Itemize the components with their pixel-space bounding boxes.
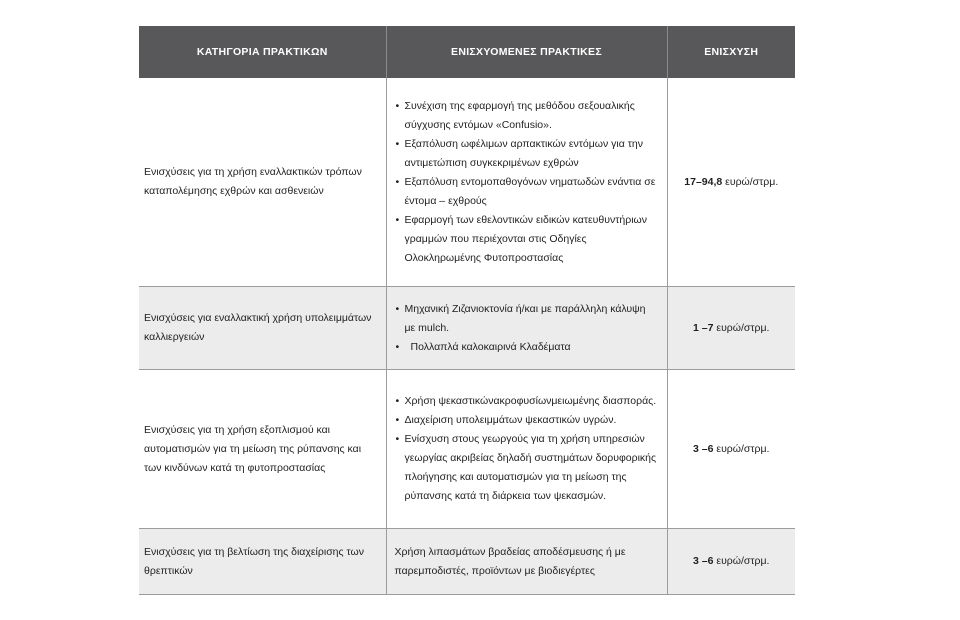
- category-cell: Ενισχύσεις για τη χρήση εξοπλισμού και αυτοματισμών για τη μείωση της ρύπανσης και των κινδύνων κατά τη φυτοπροστασίας: [139, 370, 386, 529]
- support-amount-value: 1 –7: [693, 321, 714, 334]
- table-row: [139, 370, 795, 529]
- support-amount-cell: [667, 529, 795, 595]
- support-amount-unit: ευρώ/στρμ.: [722, 175, 779, 188]
- header-category: ΚΑΤΗΓΟΡΙΑ ΠΡΑΚΤΙΚΩΝ: [139, 26, 386, 78]
- practice-item: • Πολλαπλά καλοκαιρινά Κλαδέματα: [395, 338, 659, 357]
- support-amount-value: 3 –6: [693, 555, 714, 567]
- practice-item: • Συνέχιση της εφαρμογή της μεθόδου σεξουαλικής σύγχυσης εντόμων «Confusio».: [395, 97, 659, 135]
- table-row: [139, 287, 795, 370]
- support-amount-cell: [667, 370, 795, 529]
- table-row: [139, 529, 795, 595]
- practice-item: • Ενίσχυση στους γεωργούς για τη χρήση υπηρεσιών γεωργίας ακριβείας δηλαδή συστημάτων δορυφορικής πλοήγησης και αυτοματισμών για τη μείωση της ρύπανσης κατά τη διάρκεια των ψεκασμών.: [395, 430, 659, 506]
- practice-item: • Εξαπόλυση εντομοπαθογόνων νηματωδών ενάντια σε έντομα – εχθρούς: [395, 173, 659, 211]
- category-cell: Ενισχύσεις για τη βελτίωση της διαχείρισης των θρεπτικών: [139, 529, 386, 595]
- support-amount-cell: [667, 78, 795, 287]
- practice-item: • Εξαπόλυση ωφέλιμων αρπακτικών εντόμων για την αντιμετώπιση συγκεκριμένων εχθρών: [395, 135, 659, 173]
- practices-cell: Χρήση λιπασμάτων βραδείας αποδέσμευσης ή με παρεμποδιστές, προϊόντων με βιοδιεγέρτες: [386, 529, 667, 595]
- support-measures-table: [139, 26, 795, 595]
- practices-cell: [386, 78, 667, 287]
- practices-cell: [386, 370, 667, 529]
- header-support: ΕΝΙΣΧΥΣΗ: [667, 26, 795, 78]
- support-amount-cell: [667, 287, 795, 370]
- category-cell: Ενισχύσεις για εναλλακτική χρήση υπολειμμάτων καλλιεργειών: [139, 287, 386, 370]
- practice-item: • Μηχανική Ζιζανιοκτονία ή/και με παράλληλη κάλυψη με mulch.: [395, 300, 659, 338]
- support-amount-value: 17–94,8: [684, 175, 723, 188]
- support-amount-value: 3 –6: [693, 442, 714, 455]
- header-row: [139, 26, 795, 78]
- header-practices: ΕΝΙΣΧΥΟΜΕΝΕΣ ΠΡΑΚΤΙΚΕΣ: [386, 26, 667, 78]
- support-amount-unit: ευρώ/στρμ.: [713, 555, 770, 567]
- table-row: [139, 78, 795, 287]
- support-amount-unit: ευρώ/στρμ.: [713, 321, 770, 334]
- practices-cell: [386, 287, 667, 370]
- practices-list: [395, 392, 659, 506]
- practices-list: [395, 97, 659, 268]
- practice-item: • Εφαρμογή των εθελοντικών ειδικών κατευθυντήριων γραμμών που περιέχονται στις Οδηγίες Ολοκληρωμένης Φυτοπροστασίας: [395, 211, 659, 268]
- practice-item: • Διαχείριση υπολειμμάτων ψεκαστικών υγρών.: [395, 411, 659, 430]
- practices-list: [395, 300, 659, 357]
- support-amount-unit: ευρώ/στρμ.: [713, 442, 770, 455]
- category-cell: Ενισχύσεις για τη χρήση εναλλακτικών τρόπων καταπολέμησης εχθρών και ασθενειών: [139, 78, 386, 287]
- practice-item: • Χρήση ψεκαστικώνακροφυσίωνμειωμένης διασποράς.: [395, 392, 659, 411]
